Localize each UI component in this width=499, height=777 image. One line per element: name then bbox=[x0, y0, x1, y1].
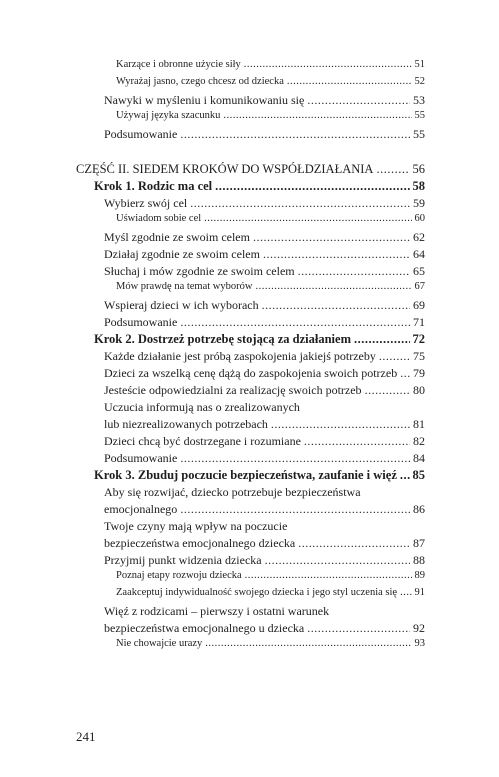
toc-entry-title: Zaakceptuj indywidualność swojego dziecka i jego styl uczenia się bbox=[116, 587, 398, 598]
toc-entry-page: 62 bbox=[413, 230, 425, 244]
toc-entry-page: 60 bbox=[414, 213, 425, 224]
toc-entry-page: 65 bbox=[413, 264, 425, 278]
toc-entry-page: 88 bbox=[413, 553, 425, 567]
toc-entry-title: Krok 2. Dostrzeż potrzebę stojącą za działaniem bbox=[94, 332, 351, 346]
toc-entry-page: 64 bbox=[413, 247, 425, 261]
dot-leader bbox=[298, 264, 410, 279]
toc-entry[interactable] bbox=[116, 638, 425, 649]
dot-leader bbox=[298, 536, 410, 551]
dot-leader bbox=[400, 587, 411, 598]
toc-entry-title: Wspieraj dzieci w ich wyborach bbox=[104, 298, 259, 312]
toc-entry-page: 75 bbox=[413, 349, 425, 363]
toc-entry[interactable] bbox=[104, 366, 425, 381]
dot-leader bbox=[244, 59, 412, 70]
toc-entry[interactable] bbox=[104, 451, 425, 466]
toc-entry-title: Twoje czyny mają wpływ na poczucie bbox=[104, 519, 288, 533]
toc-entry-page: 91 bbox=[414, 587, 425, 598]
toc-entry-page: 85 bbox=[412, 468, 425, 482]
toc-entry-title: Dzieci chcą być dostrzegane i rozumiane bbox=[104, 434, 301, 448]
toc-entry-continuation: emocjonalnego bbox=[104, 502, 178, 516]
toc-entry-page: 79 bbox=[413, 366, 425, 380]
toc-entry[interactable] bbox=[104, 502, 425, 517]
toc-entry-page: 84 bbox=[413, 451, 425, 465]
dot-leader bbox=[376, 162, 409, 177]
dot-leader bbox=[190, 196, 410, 211]
toc-entry-continuation: lub niezrealizowanych potrzebach bbox=[104, 417, 268, 431]
toc-entry[interactable] bbox=[104, 621, 425, 636]
toc-entry-page: 67 bbox=[414, 281, 425, 292]
toc-entry-page: 72 bbox=[412, 332, 425, 346]
toc-entry-title: Wybierz swój cel bbox=[104, 196, 188, 210]
dot-leader bbox=[400, 366, 410, 381]
toc-entry[interactable] bbox=[104, 434, 425, 449]
toc-entry-page: 93 bbox=[414, 638, 425, 649]
dot-leader bbox=[263, 247, 410, 262]
toc-entry-page: 51 bbox=[414, 59, 425, 70]
toc-entry-continuation: bezpieczeństwa emocjonalnego u dziecka bbox=[104, 621, 305, 635]
toc-entry[interactable] bbox=[116, 587, 425, 598]
toc-entry-title: Podsumowanie bbox=[104, 451, 178, 465]
toc-entry-page: 56 bbox=[412, 162, 425, 176]
toc-entry-title: Działaj zgodnie ze swoim celem bbox=[104, 247, 260, 261]
toc-entry-page: 81 bbox=[413, 417, 425, 431]
toc-entry-title: Krok 3. Zbuduj poczucie bezpieczeństwa, zaufanie i więź bbox=[94, 468, 397, 482]
toc-entry-page: 53 bbox=[413, 93, 425, 107]
toc-entry-title: Podsumowanie bbox=[104, 315, 178, 329]
dot-leader bbox=[265, 553, 410, 568]
toc-entry-title: Dzieci za wszelką cenę dążą do zaspokojenia swoich potrzeb bbox=[104, 366, 398, 380]
dot-leader bbox=[223, 110, 411, 121]
dot-leader bbox=[271, 417, 410, 432]
dot-leader bbox=[354, 332, 410, 347]
dot-leader bbox=[307, 621, 410, 636]
toc-entry-title: Nie chowajcie urazy bbox=[116, 638, 203, 649]
toc-entry[interactable] bbox=[94, 468, 425, 483]
toc-entry[interactable] bbox=[116, 59, 425, 70]
toc-entry-page: 71 bbox=[413, 315, 425, 329]
toc-entry-title: Podsumowanie bbox=[104, 127, 178, 141]
toc-entry-title: Myśl zgodnie ze swoim celem bbox=[104, 230, 250, 244]
dot-leader bbox=[379, 349, 410, 364]
toc-entry-title: Uświadom sobie cel bbox=[116, 213, 202, 224]
toc-entry[interactable] bbox=[116, 213, 425, 224]
toc-entry[interactable] bbox=[104, 247, 425, 262]
dot-leader bbox=[205, 638, 411, 649]
toc-entry-title: Mów prawdę na temat wyborów bbox=[116, 281, 253, 292]
dot-leader bbox=[180, 451, 410, 466]
toc-entry-page: 55 bbox=[414, 110, 425, 121]
toc-entry[interactable] bbox=[104, 315, 425, 330]
toc-entry[interactable] bbox=[104, 264, 425, 279]
toc-entry-page: 58 bbox=[412, 179, 425, 193]
dot-leader bbox=[365, 383, 410, 398]
toc-entry-title: Aby się rozwijać, dziecko potrzebuje bezpieczeństwa bbox=[104, 485, 361, 499]
dot-leader bbox=[180, 315, 410, 330]
toc-entry[interactable] bbox=[116, 570, 425, 581]
toc-entry-title: Słuchaj i mów zgodnie ze swoim celem bbox=[104, 264, 295, 278]
toc-entry-page: 55 bbox=[413, 127, 425, 141]
toc-entry-title: Jesteście odpowiedzialni za realizację swoich potrzeb bbox=[104, 383, 362, 397]
dot-leader bbox=[255, 281, 411, 292]
toc-entry-title: Poznaj etapy rozwoju dziecka bbox=[116, 570, 242, 581]
toc-entry-page: 82 bbox=[413, 434, 425, 448]
toc-entry-page: 86 bbox=[413, 502, 425, 516]
toc-entry[interactable] bbox=[104, 127, 425, 142]
page-number: 241 bbox=[76, 729, 96, 744]
toc-entry-page: 80 bbox=[413, 383, 425, 397]
toc-entry[interactable] bbox=[104, 349, 425, 364]
dot-leader bbox=[180, 502, 410, 517]
toc-entry[interactable] bbox=[76, 162, 425, 177]
toc-entry[interactable] bbox=[116, 281, 425, 292]
dot-leader bbox=[262, 298, 410, 313]
toc-entry-title: Karzące i obronne użycie siły bbox=[116, 59, 241, 70]
toc-entry-title: Więź z rodzicami – pierwszy i ostatni warunek bbox=[104, 604, 330, 618]
toc-entry-page: 87 bbox=[413, 536, 425, 550]
toc-entry-continuation: bezpieczeństwa emocjonalnego dziecka bbox=[104, 536, 296, 550]
toc-entry-title: Używaj języka szacunku bbox=[116, 110, 221, 121]
toc-entry[interactable] bbox=[104, 383, 425, 398]
toc-entry-title: Krok 1. Rodzic ma cel bbox=[94, 179, 213, 193]
dot-leader bbox=[287, 76, 412, 87]
toc-entry-page: 52 bbox=[414, 76, 425, 87]
toc-entry[interactable] bbox=[94, 332, 425, 347]
toc-entry[interactable] bbox=[104, 536, 425, 551]
toc-entry-title: Przyjmij punkt widzenia dziecka bbox=[104, 553, 262, 567]
toc-entry[interactable] bbox=[104, 196, 425, 211]
toc-entry[interactable] bbox=[104, 417, 425, 432]
dot-leader bbox=[180, 127, 410, 142]
dot-leader bbox=[204, 213, 411, 224]
toc-entry-page: 59 bbox=[413, 196, 425, 210]
dot-leader bbox=[215, 179, 409, 194]
toc-entry-title: CZĘŚĆ II. SIEDEM KROKÓW DO WSPÓŁDZIAŁANIA bbox=[76, 162, 374, 176]
dot-leader bbox=[304, 434, 410, 449]
dot-leader bbox=[253, 230, 410, 245]
dot-leader bbox=[307, 93, 410, 108]
toc-entry-title: Każde działanie jest próbą zaspokojenia jakiejś potrzeby bbox=[104, 349, 376, 363]
toc-entry-title: Uczucia informują nas o zrealizowanych bbox=[104, 400, 300, 414]
toc-entry[interactable] bbox=[104, 93, 425, 108]
toc-entry[interactable] bbox=[104, 230, 425, 245]
toc-entry[interactable] bbox=[116, 110, 425, 121]
dot-leader bbox=[245, 570, 412, 581]
dot-leader bbox=[400, 468, 410, 483]
toc-entry-title: Wyrażaj jasno, czego chcesz od dziecka bbox=[116, 76, 284, 87]
toc-entry-page: 89 bbox=[414, 570, 425, 581]
toc-entry[interactable] bbox=[116, 76, 425, 87]
toc-entry-title: Nawyki w myśleniu i komunikowaniu się bbox=[104, 93, 305, 107]
toc-entry-page: 92 bbox=[413, 621, 425, 635]
toc-entry[interactable] bbox=[94, 179, 425, 194]
toc-entry-page: 69 bbox=[413, 298, 425, 312]
toc-entry[interactable] bbox=[104, 553, 425, 568]
toc-entry[interactable] bbox=[104, 298, 425, 313]
